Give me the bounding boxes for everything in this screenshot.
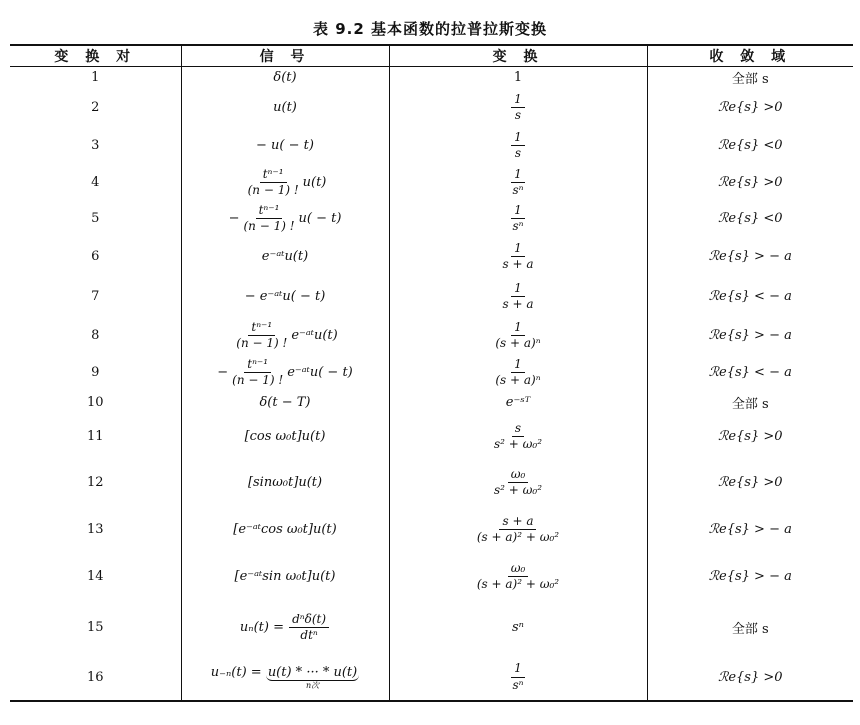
table-row bbox=[10, 89, 853, 127]
table-row bbox=[10, 391, 853, 415]
signal-cell: [e⁻ᵃᵗcos ω₀t]u(t) bbox=[181, 507, 389, 553]
signal-cell: δ(t − T) bbox=[181, 391, 389, 415]
table-caption: 表 9.2 基本函数的拉普拉斯变换 bbox=[312, 20, 548, 38]
table-row bbox=[10, 459, 853, 507]
signal-numerator: dⁿδ(t) bbox=[289, 613, 329, 628]
signal-cell: u(t) bbox=[181, 89, 389, 127]
signal-denominator: (n − 1) ! bbox=[232, 373, 284, 387]
signal-denominator: (n − 1) ! bbox=[243, 219, 295, 233]
signal-tail: e⁻ᵃᵗu( − t) bbox=[287, 365, 353, 380]
transform-cell bbox=[389, 89, 647, 127]
pair-number: 2 bbox=[91, 100, 100, 115]
transform-cell bbox=[389, 507, 647, 553]
pair-number: 3 bbox=[91, 138, 100, 153]
roc-cell: ℛe{s} > − a bbox=[647, 553, 853, 601]
pair-number: 8 bbox=[91, 328, 100, 343]
transform-cell bbox=[389, 237, 647, 277]
roc-cell: ℛe{s} >0 bbox=[647, 165, 853, 201]
transform-denominator: s² + ω₀² bbox=[493, 483, 543, 497]
transform-denominator: s bbox=[514, 108, 522, 122]
transform-cell bbox=[389, 355, 647, 391]
transform-denominator: (s + a)² + ω₀² bbox=[476, 530, 560, 544]
transform-numerator: 1 bbox=[511, 204, 525, 219]
signal-numerator: tⁿ⁻¹ bbox=[248, 321, 275, 336]
table-row bbox=[10, 165, 853, 201]
signal-numerator: tⁿ⁻¹ bbox=[260, 168, 287, 183]
signal-cell bbox=[181, 165, 389, 201]
signal-cell: [e⁻ᵃᵗsin ω₀t]u(t) bbox=[181, 553, 389, 601]
header-transform: 变 换 bbox=[389, 45, 647, 67]
table-row bbox=[10, 355, 853, 391]
transform-numerator: 1 bbox=[511, 358, 525, 373]
transform-denominator: sⁿ bbox=[512, 219, 524, 233]
laplace-table bbox=[10, 44, 853, 702]
roc-cell: ℛe{s} >0 bbox=[647, 89, 853, 127]
table-row bbox=[10, 277, 853, 317]
transform-cell bbox=[389, 553, 647, 601]
signal-cell bbox=[181, 201, 389, 237]
signal-cell: δ(t) bbox=[181, 67, 389, 89]
table-row bbox=[10, 601, 853, 655]
pair-number: 16 bbox=[86, 669, 104, 685]
table-row bbox=[10, 415, 853, 459]
signal-underbrace: u(t) * ··· * u(t) bbox=[267, 664, 358, 680]
roc-cell: ℛe{s} < − a bbox=[647, 355, 853, 391]
transform-denominator: sⁿ bbox=[512, 183, 524, 197]
pair-number: 9 bbox=[91, 365, 100, 380]
signal-cell bbox=[181, 355, 389, 391]
roc-cell: 全部 s bbox=[647, 67, 853, 89]
table-row bbox=[10, 67, 853, 89]
transform-cell bbox=[389, 277, 647, 317]
transform-denominator: (s + a)ⁿ bbox=[495, 336, 541, 350]
signal-tail: e⁻ᵃᵗu(t) bbox=[291, 328, 338, 343]
header-roc: 收 敛 域 bbox=[647, 45, 853, 67]
transform-cell bbox=[389, 655, 647, 701]
pair-number: 13 bbox=[86, 522, 104, 537]
signal-tail: u( − t) bbox=[298, 211, 342, 226]
transform-numerator: 1 bbox=[511, 131, 525, 146]
header-row bbox=[10, 45, 853, 67]
table-row bbox=[10, 507, 853, 553]
signal-denominator: dtⁿ bbox=[300, 628, 318, 642]
roc-cell: ℛe{s} > − a bbox=[647, 237, 853, 277]
transform-numerator: 1 bbox=[511, 242, 525, 257]
signal-prefix: u₋ₙ(t) = bbox=[210, 664, 262, 680]
roc-cell: ℛe{s} > − a bbox=[647, 317, 853, 355]
transform-denominator: (s + a)² + ω₀² bbox=[476, 577, 560, 591]
pair-number: 5 bbox=[91, 211, 100, 226]
transform-denominator: (s + a)ⁿ bbox=[495, 373, 541, 387]
table-row bbox=[10, 655, 853, 701]
roc-cell: ℛe{s} > − a bbox=[647, 507, 853, 553]
transform-numerator: 1 bbox=[511, 168, 525, 183]
transform-denominator: s bbox=[514, 146, 522, 160]
transform-cell bbox=[389, 201, 647, 237]
roc-cell: ℛe{s} >0 bbox=[647, 415, 853, 459]
transform-cell: sⁿ bbox=[389, 601, 647, 655]
signal-denominator: (n − 1) ! bbox=[236, 336, 288, 350]
transform-numerator: 1 bbox=[511, 321, 525, 336]
signal-cell: − e⁻ᵃᵗu( − t) bbox=[181, 277, 389, 317]
transform-cell: 1 bbox=[389, 67, 647, 89]
pair-number: 1 bbox=[91, 70, 100, 86]
transform-cell bbox=[389, 127, 647, 165]
transform-numerator: s bbox=[512, 422, 524, 437]
roc-cell: ℛe{s} <0 bbox=[647, 201, 853, 237]
transform-cell: e⁻ˢᵀ bbox=[389, 391, 647, 415]
transform-denominator: s² + ω₀² bbox=[493, 437, 543, 451]
table-row bbox=[10, 237, 853, 277]
transform-numerator: s + a bbox=[499, 515, 536, 530]
transform-denominator: sⁿ bbox=[512, 677, 524, 692]
pair-number: 6 bbox=[91, 249, 100, 264]
transform-denominator: s + a bbox=[502, 257, 534, 271]
transform-cell bbox=[389, 415, 647, 459]
header-pair: 变 换 对 bbox=[10, 45, 181, 67]
pair-number: 4 bbox=[91, 175, 100, 190]
pair-number: 14 bbox=[86, 569, 104, 584]
roc-cell: ℛe{s} >0 bbox=[647, 459, 853, 507]
signal-cell: [sinω₀t]u(t) bbox=[181, 459, 389, 507]
pair-number: 10 bbox=[86, 395, 104, 410]
transform-numerator: ω₀ bbox=[508, 468, 529, 483]
signal-numerator: tⁿ⁻¹ bbox=[244, 358, 271, 373]
signal-cell bbox=[181, 317, 389, 355]
signal-numerator: tⁿ⁻¹ bbox=[256, 204, 283, 219]
table-row bbox=[10, 127, 853, 165]
roc-cell: ℛe{s} < − a bbox=[647, 277, 853, 317]
table-row bbox=[10, 317, 853, 355]
table-row bbox=[10, 201, 853, 237]
signal-prefix: − bbox=[228, 211, 240, 226]
pair-number: 15 bbox=[86, 620, 104, 635]
transform-cell bbox=[389, 317, 647, 355]
pair-number: 12 bbox=[86, 475, 104, 490]
header-signal: 信 号 bbox=[181, 45, 389, 67]
transform-numerator: 1 bbox=[511, 93, 525, 108]
transform-numerator: 1 bbox=[511, 662, 525, 677]
transform-numerator: ω₀ bbox=[508, 562, 529, 577]
transform-cell bbox=[389, 459, 647, 507]
roc-cell: ℛe{s} <0 bbox=[647, 127, 853, 165]
roc-cell: 全部 s bbox=[647, 391, 853, 415]
signal-cell bbox=[181, 655, 389, 701]
roc-cell: 全部 s bbox=[647, 601, 853, 655]
signal-denominator: (n − 1) ! bbox=[247, 183, 299, 197]
signal-cell: e⁻ᵃᵗu(t) bbox=[181, 237, 389, 277]
signal-cell: − u( − t) bbox=[181, 127, 389, 165]
transform-numerator: 1 bbox=[511, 282, 525, 297]
underbrace-note: n次 bbox=[305, 680, 320, 690]
signal-cell bbox=[181, 601, 389, 655]
transform-cell bbox=[389, 165, 647, 201]
pair-number: 11 bbox=[86, 429, 104, 444]
signal-prefix: − bbox=[217, 365, 229, 380]
roc-cell: ℛe{s} >0 bbox=[647, 655, 853, 701]
signal-prefix: uₙ(t) = bbox=[239, 620, 284, 635]
transform-denominator: s + a bbox=[502, 297, 534, 311]
signal-tail: u(t) bbox=[302, 175, 327, 190]
signal-cell: [cos ω₀t]u(t) bbox=[181, 415, 389, 459]
pair-number: 7 bbox=[91, 289, 100, 304]
table-row bbox=[10, 553, 853, 601]
